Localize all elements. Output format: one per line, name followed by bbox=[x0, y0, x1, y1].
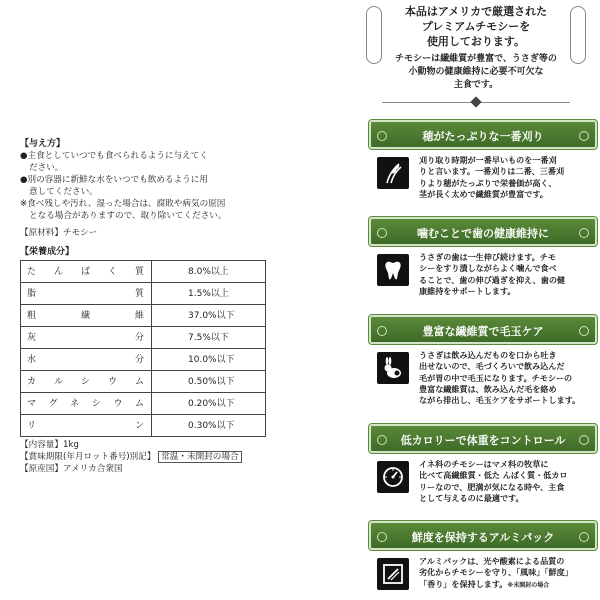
feature-body bbox=[369, 155, 597, 200]
diamond-icon bbox=[470, 96, 481, 107]
ingredients-value: チモシー bbox=[62, 228, 98, 238]
expiry-line bbox=[20, 451, 266, 463]
feature-heads bbox=[369, 120, 597, 200]
feature-text bbox=[419, 252, 591, 297]
nutrient-name: 脂質 bbox=[21, 283, 152, 305]
feature-fiber bbox=[369, 315, 597, 406]
nutrient-value: 10.0%以下 bbox=[152, 349, 266, 371]
feature-line: リーなので、肥満が気になる時や、主食 bbox=[419, 481, 565, 492]
feature-calorie bbox=[369, 424, 597, 504]
content-line bbox=[20, 439, 266, 451]
curl-icon bbox=[377, 326, 387, 336]
intro-line: 使用しております。 bbox=[426, 35, 526, 48]
origin-title: 【原産国】 bbox=[20, 464, 63, 474]
intro-line: 本品はアメリカで厳選された bbox=[404, 5, 548, 18]
nutrition-table bbox=[20, 260, 266, 437]
feature-text bbox=[419, 155, 591, 200]
feature-line: 出せないので、毛づくろいで飲み込んだ bbox=[419, 361, 565, 372]
nutrient-name: 灰分 bbox=[21, 327, 152, 349]
ingredients bbox=[20, 227, 266, 239]
feature-text bbox=[419, 459, 591, 504]
table-row bbox=[21, 327, 266, 349]
feature-title: 鮮度を保持するアルミパック bbox=[411, 531, 555, 544]
nutrient-value: 37.0%以下 bbox=[152, 305, 266, 327]
feature-banner bbox=[369, 315, 597, 344]
feature-title: 低カロリーで体重をコントロール bbox=[400, 434, 566, 447]
product-details bbox=[20, 439, 266, 475]
curl-icon bbox=[377, 435, 387, 445]
feature-line: 康維持をサポートします。 bbox=[419, 285, 516, 296]
storage-box: 常温・未開封の場合 bbox=[158, 451, 241, 463]
feature-line: 豊富な繊維質は、飲み込んだ毛を絡め bbox=[419, 383, 557, 394]
feature-note: ※未開封の場合 bbox=[507, 581, 550, 589]
expiry-title: 【賞味期限(年月ロット番号)別記】 bbox=[20, 452, 156, 462]
feature-banner bbox=[369, 120, 597, 149]
feature-line: アルミパックは、光や酸素による品質の bbox=[419, 556, 565, 566]
content-title: 【内容量】 bbox=[20, 440, 63, 450]
curl-icon bbox=[377, 532, 387, 542]
feature-body bbox=[369, 556, 597, 591]
feature-banner bbox=[369, 424, 597, 453]
right-column bbox=[362, 0, 590, 106]
usage-line: 意してください。 bbox=[29, 187, 98, 197]
rabbit-icon bbox=[377, 352, 409, 384]
usage-title: 【与え方】 bbox=[20, 139, 66, 149]
feature-line: 劣化からチモシーを守り、「風味」「鮮度」 bbox=[419, 567, 573, 578]
nutrient-name: 水分 bbox=[21, 349, 152, 371]
feature-body bbox=[369, 459, 597, 504]
table-row bbox=[21, 393, 266, 415]
feature-text bbox=[419, 556, 591, 591]
feature-line-text: 「香り」を保持します。 bbox=[419, 578, 508, 589]
nutrient-name: カルシウム bbox=[21, 371, 152, 393]
nutrient-name: たんぱく質 bbox=[21, 261, 152, 283]
intro-sub bbox=[362, 53, 590, 92]
nutrient-value: 0.50%以下 bbox=[152, 371, 266, 393]
curl-icon bbox=[377, 131, 387, 141]
nutrient-name: マグネシウム bbox=[21, 393, 152, 415]
feature-text bbox=[419, 350, 591, 406]
nutrient-value: 0.20%以下 bbox=[152, 393, 266, 415]
feature-line: 比べて高繊維質・低た んぱく質・低カロ bbox=[419, 470, 568, 481]
feature-banner bbox=[369, 521, 597, 550]
usage-line: ※食べ残しや汚れ、湿った場合は、腐敗や病気の原因 bbox=[20, 199, 226, 209]
feature-teeth bbox=[369, 217, 597, 297]
usage-line: ●別の容器に新鮮な水をいつでも飲めるように用 bbox=[20, 175, 208, 185]
feature-line: として与えるのに最適です。 bbox=[419, 492, 524, 503]
nutrient-value: 7.5%以下 bbox=[152, 327, 266, 349]
feature-line: ることで、歯の伸び過ぎを抑え、歯の健 bbox=[419, 274, 566, 285]
feature-banner bbox=[369, 217, 597, 246]
feature-pack bbox=[369, 521, 597, 591]
usage-line: ●主食としていつでも食べられるように与えてく bbox=[20, 151, 208, 161]
pack-icon bbox=[377, 558, 409, 590]
scale-icon bbox=[377, 461, 409, 493]
nutrient-value: 0.30%以下 bbox=[152, 415, 266, 437]
feature-title: 豊富な繊維質で毛玉ケア bbox=[422, 325, 544, 338]
tooth-icon bbox=[377, 254, 409, 286]
curl-icon bbox=[579, 228, 589, 238]
intro-sub-line: チモシーは繊維質が豊富で、うさぎ等の bbox=[395, 54, 557, 64]
curl-icon bbox=[579, 435, 589, 445]
feature-line: 茎が長く太めで繊維質が豊富です。 bbox=[419, 188, 548, 199]
table-row bbox=[21, 283, 266, 305]
ingredients-title: 【原材料】 bbox=[20, 228, 63, 238]
content-value: 1kg bbox=[62, 440, 79, 450]
table-row bbox=[21, 261, 266, 283]
feature-line: ながら排出し、毛玉ケアをサポートします。 bbox=[419, 395, 581, 406]
intro-block bbox=[362, 4, 590, 92]
usage-list bbox=[20, 150, 266, 222]
feature-line: イネ科のチモシーはマメ科の牧草に bbox=[419, 459, 549, 469]
feature-line: うさぎは飲み込んだものを口から吐き bbox=[419, 350, 557, 360]
wheat-icon bbox=[377, 157, 409, 189]
right-ornament-icon bbox=[570, 6, 586, 64]
intro-sub-line: 小動物の健康維持に必要不可欠な bbox=[408, 67, 544, 77]
feature-line: 刈り取り時期が一番早いものを一番刈 bbox=[419, 155, 557, 165]
left-column bbox=[20, 138, 266, 475]
usage-line: となる場合がありますので、取り除いてください。 bbox=[29, 211, 227, 221]
feature-title: 穂がたっぷりな一番刈り bbox=[422, 130, 544, 143]
table-row bbox=[21, 305, 266, 327]
origin-line bbox=[20, 463, 266, 475]
curl-icon bbox=[377, 228, 387, 238]
curl-icon bbox=[579, 131, 589, 141]
usage-line: ださい。 bbox=[29, 163, 64, 173]
table-row bbox=[21, 371, 266, 393]
nutrient-value: 8.0%以上 bbox=[152, 261, 266, 283]
feature-body bbox=[369, 252, 597, 297]
feature-line: りと言います。一番刈りは二番、三番刈 bbox=[419, 166, 565, 177]
nutrient-name: 粗繊維 bbox=[21, 305, 152, 327]
feature-line: りより穂がたっぷりで栄養価が高く、 bbox=[419, 177, 557, 188]
feature-line: うさぎの歯は一生伸び続けます。チモ bbox=[419, 252, 556, 262]
left-ornament-icon bbox=[366, 6, 382, 64]
feature-body bbox=[369, 350, 597, 406]
nutrient-value: 1.5%以上 bbox=[152, 283, 266, 305]
feature-line bbox=[419, 579, 591, 591]
table-row bbox=[21, 349, 266, 371]
curl-icon bbox=[579, 326, 589, 336]
intro-sub-line: 主食です。 bbox=[453, 80, 499, 90]
feature-title: 噛むことで歯の健康維持に bbox=[417, 227, 549, 240]
origin-value: アメリカ合衆国 bbox=[62, 464, 123, 474]
curl-icon bbox=[579, 532, 589, 542]
feature-line: シーをすり潰しながらよく噛んで食べ bbox=[419, 263, 557, 274]
feature-line: 毛が胃の中で毛玉になります。チモシーの bbox=[419, 372, 573, 383]
ornament-divider bbox=[362, 98, 590, 106]
table-row bbox=[21, 415, 266, 437]
nutrient-name: リン bbox=[21, 415, 152, 437]
nutrition-title: 【栄養成分】 bbox=[20, 247, 75, 257]
intro-line: プレミアムチモシーを bbox=[421, 20, 531, 33]
